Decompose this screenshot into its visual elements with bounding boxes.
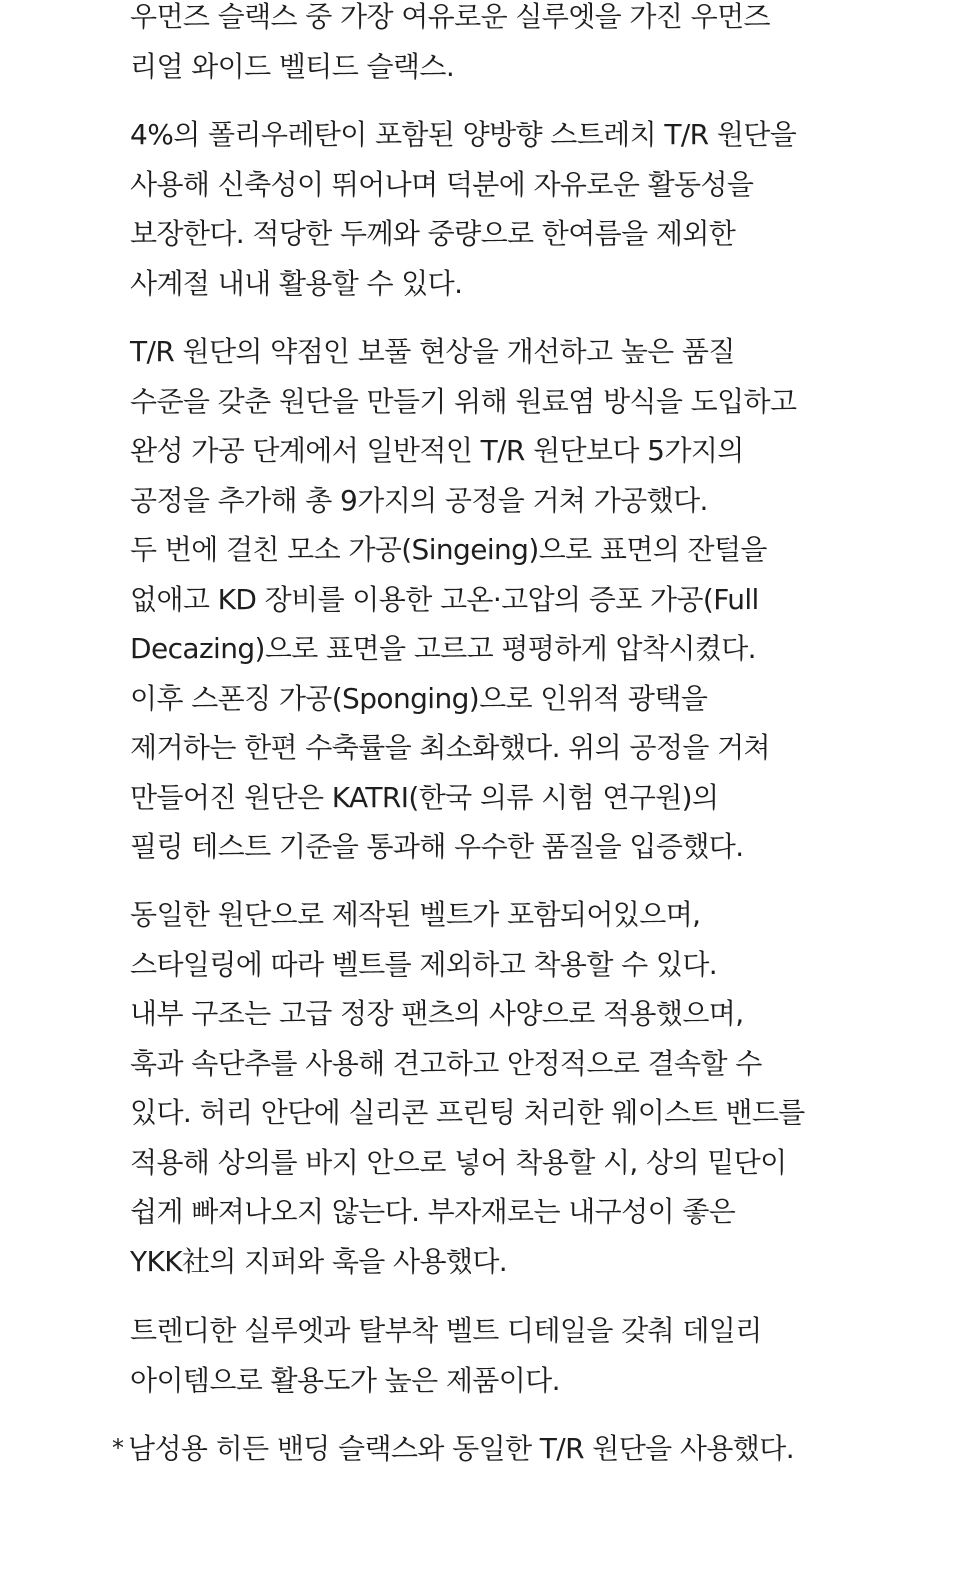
text-line: 4%의 폴리우레탄이 포함된 양방향 스트레치 T/R 원단을 bbox=[130, 118, 797, 151]
description-paragraph-details bbox=[130, 890, 950, 1286]
text-line: 두 번에 걸친 모소 가공(Singeing)으로 표면의 잔털을 bbox=[130, 533, 767, 566]
text-line: T/R 원단의 약점인 보풀 현상을 개선하고 높은 품질 bbox=[130, 335, 735, 368]
text-line: 스타일링에 따라 벨트를 제외하고 착용할 수 있다. bbox=[130, 947, 718, 981]
text-line: YKK社의 지퍼와 훅을 사용했다. bbox=[130, 1244, 508, 1278]
text-line: 아이템으로 활용도가 높은 제품이다. bbox=[130, 1363, 560, 1397]
description-paragraph-fabric bbox=[130, 110, 950, 308]
text-line: 공정을 추가해 총 9가지의 공정을 거쳐 가공했다. bbox=[130, 483, 708, 517]
footnote-text: 남성용 히든 밴딩 슬랙스와 동일한 T/R 원단을 사용했다. bbox=[128, 1432, 795, 1465]
text-line: 내부 구조는 고급 정장 팬츠의 사양으로 적용했으며, bbox=[130, 997, 744, 1030]
text-line: 제거하는 한편 수축률을 최소화했다. 위의 공정을 거쳐 bbox=[130, 731, 770, 764]
text-line: 수준을 갖춘 원단을 만들기 위해 원료염 방식을 도입하고 bbox=[130, 384, 797, 418]
footnote-asterisk: * bbox=[112, 1434, 124, 1462]
text-line: 보장한다. 적당한 두께와 중량으로 한여름을 제외한 bbox=[130, 217, 736, 250]
text-line: 적용해 상의를 바지 안으로 넣어 착용할 시, 상의 밑단이 bbox=[130, 1145, 787, 1179]
description-paragraph-intro bbox=[130, 0, 950, 91]
text-line: 사용해 신축성이 뛰어나며 덕분에 자유로운 활동성을 bbox=[130, 167, 754, 201]
text-line: 만들어진 원단은 KATRI(한국 의류 시험 연구원)의 bbox=[130, 780, 719, 814]
text-line: 있다. 허리 안단에 실리콘 프린팅 처리한 웨이스트 밴드를 bbox=[130, 1096, 805, 1129]
text-line: 동일한 원단으로 제작된 벨트가 포함되어있으며, bbox=[130, 898, 701, 931]
text-line: 리얼 와이드 벨티드 슬랙스. bbox=[130, 49, 455, 83]
description-paragraph-process bbox=[130, 327, 950, 872]
text-line: 필링 테스트 기준을 통과해 우수한 품질을 입증했다. bbox=[130, 830, 744, 863]
text-line: 트렌디한 실루엣과 탈부착 벨트 디테일을 갖춰 데일리 bbox=[130, 1314, 762, 1347]
text-line: 이후 스폰징 가공(Sponging)으로 인위적 광택을 bbox=[130, 681, 708, 715]
text-line: 훅과 속단추를 사용해 견고하고 안정적으로 결속할 수 bbox=[130, 1046, 762, 1080]
text-line: 우먼즈 슬랙스 중 가장 여유로운 실루엣을 가진 우먼즈 bbox=[130, 0, 770, 33]
text-line: Decazing)으로 표면을 고르고 평평하게 압착시켰다. bbox=[130, 632, 756, 665]
description-paragraph-summary bbox=[130, 1306, 950, 1405]
text-line: 완성 가공 단계에서 일반적인 T/R 원단보다 5가지의 bbox=[130, 434, 744, 467]
text-line: 사계절 내내 활용할 수 있다. bbox=[130, 266, 463, 300]
footnote bbox=[112, 1424, 952, 1474]
text-line: 없애고 KD 장비를 이용한 고온·고압의 증포 가공(Full bbox=[130, 582, 759, 616]
text-line: 쉽게 빠져나오지 않는다. 부자재로는 내구성이 좋은 bbox=[130, 1195, 736, 1228]
